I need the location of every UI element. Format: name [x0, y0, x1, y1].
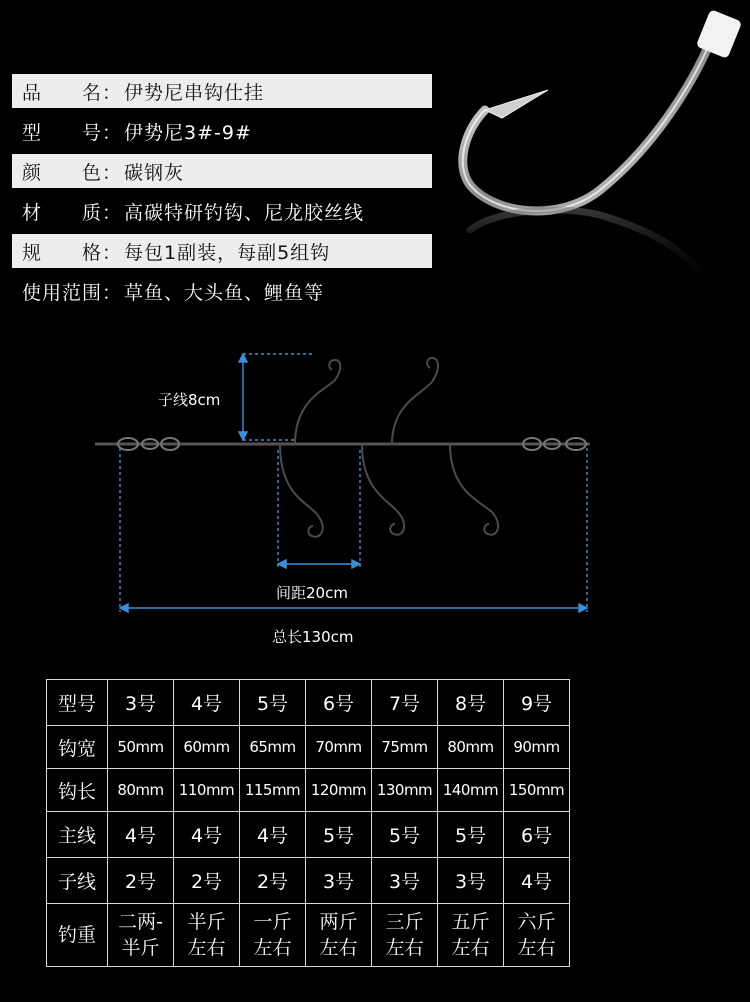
- table-cell: 4号: [240, 812, 306, 858]
- table-cell: 半斤 左右: [174, 904, 240, 967]
- table-cell: 70mm: [306, 726, 372, 769]
- table-cell: 4号: [174, 812, 240, 858]
- table-cell: 3号: [372, 858, 438, 904]
- spacing-label: 间距20cm: [276, 584, 348, 602]
- fish-hook-image: [440, 0, 750, 320]
- spec-value: 草鱼、大头鱼、鲤鱼等: [124, 281, 325, 304]
- table-cell: 80mm: [108, 769, 174, 812]
- table-cell: 3号: [438, 858, 504, 904]
- table-row: [47, 812, 570, 858]
- spec-value: 伊势尼串钩仕挂: [124, 81, 265, 104]
- table-cell: 5号: [240, 680, 306, 726]
- spec-label: 品 名：: [22, 81, 123, 104]
- spec-label: 规 格：: [22, 241, 123, 264]
- table-row: [47, 726, 570, 769]
- spec-label: 使用范围：: [22, 281, 123, 304]
- table-cell: 90mm: [504, 726, 570, 769]
- spec-row-package: [12, 234, 432, 268]
- table-cell: 2号: [240, 858, 306, 904]
- spec-row-model: [12, 114, 432, 148]
- total-length-label: 总长130cm: [272, 628, 354, 646]
- table-cell: 7号: [372, 680, 438, 726]
- table-cell: 115mm: [240, 769, 306, 812]
- table-cell: 4号: [174, 680, 240, 726]
- table-cell: 2号: [108, 858, 174, 904]
- table-cell: 两斤 左右: [306, 904, 372, 967]
- spec-value: 高碳特研钓钩、尼龙胶丝线: [124, 201, 365, 224]
- table-cell: 140mm: [438, 769, 504, 812]
- table-cell: 5号: [438, 812, 504, 858]
- rig-diagram: [80, 340, 620, 650]
- row-header: 钓重: [47, 904, 108, 967]
- table-cell: 5号: [372, 812, 438, 858]
- table-cell: 3号: [108, 680, 174, 726]
- table-row: [47, 904, 570, 967]
- table-cell: 60mm: [174, 726, 240, 769]
- table-cell: 9号: [504, 680, 570, 726]
- table-cell: 五斤 左右: [438, 904, 504, 967]
- table-cell: 75mm: [372, 726, 438, 769]
- spec-value: 伊势尼3#-9#: [124, 121, 252, 144]
- branch-line-label: 子线8cm: [158, 391, 221, 409]
- spec-table: [46, 679, 570, 967]
- row-header: 子线: [47, 858, 108, 904]
- spec-label: 颜 色：: [22, 161, 123, 184]
- table-cell: 50mm: [108, 726, 174, 769]
- row-header: 钩宽: [47, 726, 108, 769]
- spec-row-color: [12, 154, 432, 188]
- table-cell: 130mm: [372, 769, 438, 812]
- row-header: 钩长: [47, 769, 108, 812]
- spec-row-usage: [12, 274, 432, 308]
- table-cell: 6号: [306, 680, 372, 726]
- table-row: [47, 769, 570, 812]
- table-row: [47, 680, 570, 726]
- table-cell: 5号: [306, 812, 372, 858]
- spec-value: 每包1副装，每副5组钩: [124, 241, 331, 264]
- table-row: [47, 858, 570, 904]
- table-cell: 110mm: [174, 769, 240, 812]
- table-cell: 65mm: [240, 726, 306, 769]
- table-cell: 二两- 半斤: [108, 904, 174, 967]
- table-cell: 4号: [108, 812, 174, 858]
- table-cell: 三斤 左右: [372, 904, 438, 967]
- table-cell: 8号: [438, 680, 504, 726]
- spec-value: 碳钢灰: [124, 161, 185, 184]
- row-header: 型号: [47, 680, 108, 726]
- table-cell: 3号: [306, 858, 372, 904]
- spec-row-name: [12, 74, 432, 108]
- table-cell: 120mm: [306, 769, 372, 812]
- spec-label: 型 号：: [22, 121, 123, 144]
- table-cell: 六斤 左右: [504, 904, 570, 967]
- spec-label: 材 质：: [22, 201, 123, 224]
- spec-row-material: [12, 194, 432, 228]
- table-cell: 6号: [504, 812, 570, 858]
- table-cell: 80mm: [438, 726, 504, 769]
- table-cell: 150mm: [504, 769, 570, 812]
- row-header: 主线: [47, 812, 108, 858]
- table-cell: 一斤 左右: [240, 904, 306, 967]
- table-cell: 4号: [504, 858, 570, 904]
- table-cell: 2号: [174, 858, 240, 904]
